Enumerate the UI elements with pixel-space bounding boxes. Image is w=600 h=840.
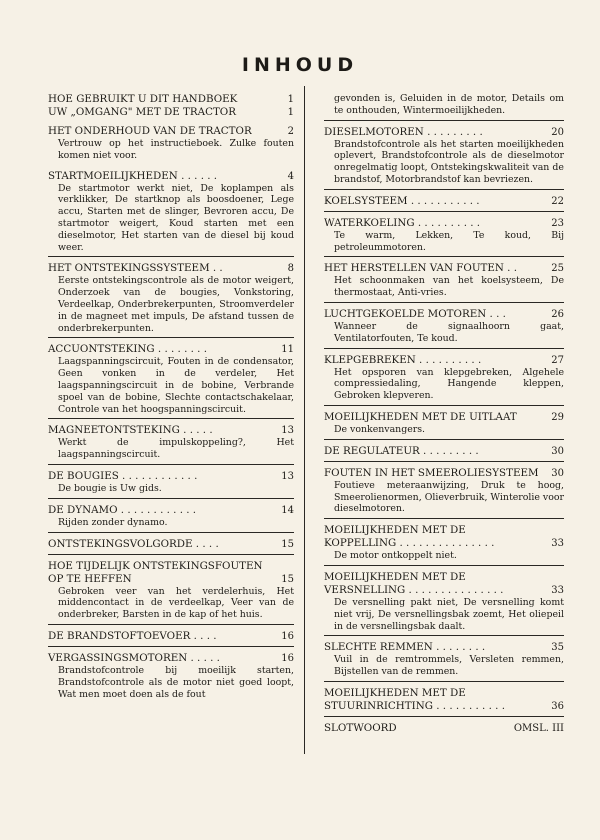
toc-entry-header xyxy=(324,571,564,597)
toc-entry xyxy=(324,126,564,190)
toc-heading: DE DYNAMO . . . . . . . . . . . . xyxy=(48,503,197,516)
toc-page-number: 14 xyxy=(281,504,294,516)
toc-description: Werkt de impulskoppeling?, Het laagspanningscircuit. xyxy=(58,437,294,461)
toc-heading: LUCHTGEKOELDE MOTOREN . . . xyxy=(324,307,506,320)
toc-entry-header xyxy=(324,262,564,275)
toc-page-number: 13 xyxy=(281,470,294,482)
toc-description: Te warm, Lekken, Te koud, Bij petroleummotoren. xyxy=(334,229,564,253)
toc-entry xyxy=(324,445,564,462)
toc-page-number: 8 xyxy=(287,263,294,275)
toc-heading: SLOTWOORD xyxy=(324,721,397,734)
toc-heading: DE REGULATEUR . . . . . . . . . xyxy=(324,444,479,457)
toc-right-column xyxy=(324,93,564,735)
toc-entry-header xyxy=(48,125,294,138)
toc-description: De versnelling pakt niet, De versnelling komt niet vrij, De versnellingsbak zoemt, Het oliepeil in de versnellingsbak daalt. xyxy=(334,596,564,632)
toc-heading: ONTSTEKINGSVOLGORDE . . . . xyxy=(48,537,219,550)
toc-entry-header xyxy=(48,470,294,483)
toc-heading: KLEPGEBREKEN . . . . . . . . . . xyxy=(324,353,482,366)
toc-heading: MOEILIJKHEDEN MET DE UITLAAT xyxy=(324,410,517,423)
toc-description: Laagspanningscircuit, Fouten in de condensator, Geen vonken in de verdeler, Het laagspanningscircuit in de bobine, Verbrande spoel van de bobine, Slechte contactschakelaar, Controle van het hoogspanningscircuit. xyxy=(58,356,294,415)
toc-entry xyxy=(324,93,564,121)
toc-description: Brandstofcontrole als het starten moeilijkheden oplevert, Brandstofcontrole als de dieselmotor onregelmatig loopt, Ontstekingskwaliteit van de brandstof, Motorbrandstof kan bevriezen. xyxy=(334,138,564,185)
toc-description: Foutieve meteraanwijzing, Druk te hoog, Smeerolienormen, Olieverbruik, Winterolie voor dieselmotoren. xyxy=(334,479,564,515)
toc-page-number: 15 xyxy=(281,538,294,550)
toc-heading: DE BRANDSTOFTOEVOER . . . . xyxy=(48,629,217,642)
toc-entry-header xyxy=(324,354,564,367)
toc-page-number: 26 xyxy=(551,308,564,320)
toc-description: De bougie is Uw gids. xyxy=(58,482,162,494)
toc-entry-header xyxy=(324,411,564,424)
toc-heading: MOEILIJKHEDEN MET DE KOPPELLING . . . . . . . . . . . . . . . xyxy=(324,524,495,550)
toc-heading: MAGNEETONTSTEKING . . . . . xyxy=(48,424,213,437)
toc-page-number: 16 xyxy=(281,652,294,664)
toc-entry xyxy=(324,641,564,682)
toc-entry-header xyxy=(324,687,564,713)
toc-entry-header xyxy=(324,524,564,550)
toc-page-number: 16 xyxy=(281,630,294,642)
toc-page-number: 20 xyxy=(551,126,564,138)
toc-entry xyxy=(324,354,564,406)
toc-description: Brandstofcontrole bij moeilijk starten, Brandstofcontrole als de motor niet goed loopt, Wat men moet doen als de fout xyxy=(58,664,294,700)
toc-entry xyxy=(48,560,294,625)
toc-heading: HET HERSTELLEN VAN FOUTEN . . xyxy=(324,262,518,275)
toc-page-number: 15 xyxy=(281,573,294,585)
toc-page-number: 23 xyxy=(551,217,564,229)
toc-description: Rijden zonder dynamo. xyxy=(58,516,168,528)
toc-entry-header xyxy=(48,560,294,586)
toc-entry-header xyxy=(324,641,564,654)
toc-description: Vuil in de remtrommels, Versleten remmen, Bijstellen van de remmen. xyxy=(334,654,564,678)
toc-entry xyxy=(324,571,564,636)
toc-heading: HOE TIJDELIJK ONTSTEKINGSFOUTEN OP TE HEFFEN xyxy=(48,559,263,585)
toc-page-number: 27 xyxy=(551,354,564,366)
toc-heading: ACCUONTSTEKING . . . . . . . . xyxy=(48,343,207,356)
column-divider xyxy=(304,86,305,754)
toc-heading: HOE GEBRUIKT U DIT HANDBOEK xyxy=(48,93,238,105)
toc-entry xyxy=(48,93,294,106)
toc-page-number: 29 xyxy=(551,411,564,423)
toc-entry xyxy=(324,411,564,440)
toc-entry xyxy=(48,170,294,258)
toc-page-number: 36 xyxy=(551,700,564,712)
toc-entry xyxy=(48,652,294,700)
toc-page-number: 33 xyxy=(551,538,564,550)
toc-entry xyxy=(48,262,294,338)
toc-entry xyxy=(48,343,294,419)
toc-entry-header xyxy=(48,538,294,551)
toc-entry-header xyxy=(48,652,294,665)
toc-entry xyxy=(48,504,294,533)
toc-entry-header xyxy=(48,630,294,643)
toc-page-number: 13 xyxy=(281,425,294,437)
toc-entry xyxy=(324,262,564,303)
toc-entry-header xyxy=(324,195,564,208)
toc-page-number: 1 xyxy=(287,94,294,105)
toc-heading: VERGASSINGSMOTOREN . . . . . xyxy=(48,651,220,664)
toc-heading: DE BOUGIES . . . . . . . . . . . . xyxy=(48,469,198,482)
toc-description: Het schoonmaken van het koelsysteem, De thermostaat, Anti-vries. xyxy=(334,275,564,299)
toc-page-number: 1 xyxy=(287,107,294,118)
toc-description: Het opsporen van klepgebreken, Algehele compressiedaling, Hangende kleppen, Gebroken klepveren. xyxy=(334,366,564,402)
toc-description: De vonkenvangers. xyxy=(334,423,426,435)
toc-page-number: 11 xyxy=(281,344,294,356)
toc-entry-header xyxy=(48,262,294,275)
toc-left-column xyxy=(48,93,294,700)
toc-entry-header xyxy=(48,504,294,517)
toc-page-number: 35 xyxy=(551,642,564,654)
toc-heading: SLECHTE REMMEN . . . . . . . . xyxy=(324,641,486,654)
toc-entry xyxy=(324,687,564,717)
toc-entry-header xyxy=(324,722,564,735)
toc-heading: HET ONDERHOUD VAN DE TRACTOR xyxy=(48,125,252,137)
toc-page-number: 33 xyxy=(551,584,564,596)
toc-entry xyxy=(48,538,294,555)
toc-entry-header xyxy=(324,217,564,230)
toc-page-number: 22 xyxy=(551,195,564,207)
toc-page-number: 30 xyxy=(551,445,564,457)
toc-entry-header xyxy=(48,106,294,119)
toc-description: Vertrouw op het instructieboek. Zulke fouten komen niet voor. xyxy=(58,138,294,161)
toc-description: Eerste ontstekingscontrole als de motor weigert, Onderzoek van de bougies, Vonkstoring, Verdeelkap, Onderbrekerpunten, Stroomverdeler in de magneet met impuls, De afstand tussen de onderbrekerpunten. xyxy=(58,275,294,334)
toc-entry xyxy=(48,630,294,647)
toc-entry xyxy=(324,722,564,735)
toc-description: De motor ontkoppelt niet. xyxy=(334,550,457,562)
toc-description: Wanneer de signaalhoorn gaat, Ventilatorfouten, Te koud. xyxy=(334,320,564,344)
toc-page-number: 4 xyxy=(287,170,294,182)
toc-entry xyxy=(48,424,294,465)
toc-description: De startmotor werkt niet, De koplampen als verklikker, De startknop als boosdoener, Lege accu, Starten met de slinger, Bevroren accu, De startmotor weigert, Koud starten met een dieselmotor, Het starten van de diesel bij koud weer. xyxy=(58,182,294,253)
toc-entry xyxy=(324,217,564,258)
toc-heading: FOUTEN IN HET SMEEROLIESYSTEEM xyxy=(324,466,539,479)
toc-entry xyxy=(324,524,564,566)
toc-page-number: 2 xyxy=(287,126,294,137)
toc-entry xyxy=(48,125,294,162)
toc-heading: WATERKOELING . . . . . . . . . . xyxy=(324,216,481,229)
toc-entry xyxy=(324,308,564,349)
toc-entry-header xyxy=(324,126,564,139)
toc-entry xyxy=(48,470,294,499)
toc-entry xyxy=(324,467,564,519)
toc-entry-header xyxy=(48,424,294,437)
toc-page-number: 25 xyxy=(551,263,564,275)
toc-description: Gebroken veer van het verdelerhuis, Het middencontact in de verdeelkap, Veer van de onderbreker, Barsten in de kap of het huis. xyxy=(58,585,294,621)
toc-heading: HET ONTSTEKINGSSYSTEEM . . xyxy=(48,262,223,275)
toc-heading: DIESELMOTOREN . . . . . . . . . xyxy=(324,125,483,138)
toc-heading: UW „OMGANG" MET DE TRACTOR xyxy=(48,106,237,118)
toc-entry-header xyxy=(324,445,564,458)
toc-entry-header xyxy=(324,467,564,480)
toc-entry-header xyxy=(48,343,294,356)
toc-heading: MOEILIJKHEDEN MET DE VERSNELLING . . . . . . . . . . . . . . . xyxy=(324,570,504,596)
toc-page-number: OMSL. III xyxy=(513,722,564,734)
toc-entry-header xyxy=(48,93,294,106)
toc-entry xyxy=(48,106,294,119)
page-title: INHOUD xyxy=(241,54,359,76)
toc-page-number: 30 xyxy=(551,467,564,479)
toc-heading: STARTMOEILIJKHEDEN . . . . . . xyxy=(48,169,218,182)
toc-entry-header xyxy=(324,308,564,321)
toc-heading: KOELSYSTEEM . . . . . . . . . . . xyxy=(324,194,480,207)
toc-entry xyxy=(324,195,564,212)
toc-description: gevonden is, Geluiden in de motor, Details om te onthouden, Wintermoeilijkheden. xyxy=(334,93,564,116)
toc-entry-header xyxy=(48,170,294,183)
toc-heading: MOEILIJKHEDEN MET DE STUURINRICHTING . . . . . . . . . . . xyxy=(324,686,505,712)
